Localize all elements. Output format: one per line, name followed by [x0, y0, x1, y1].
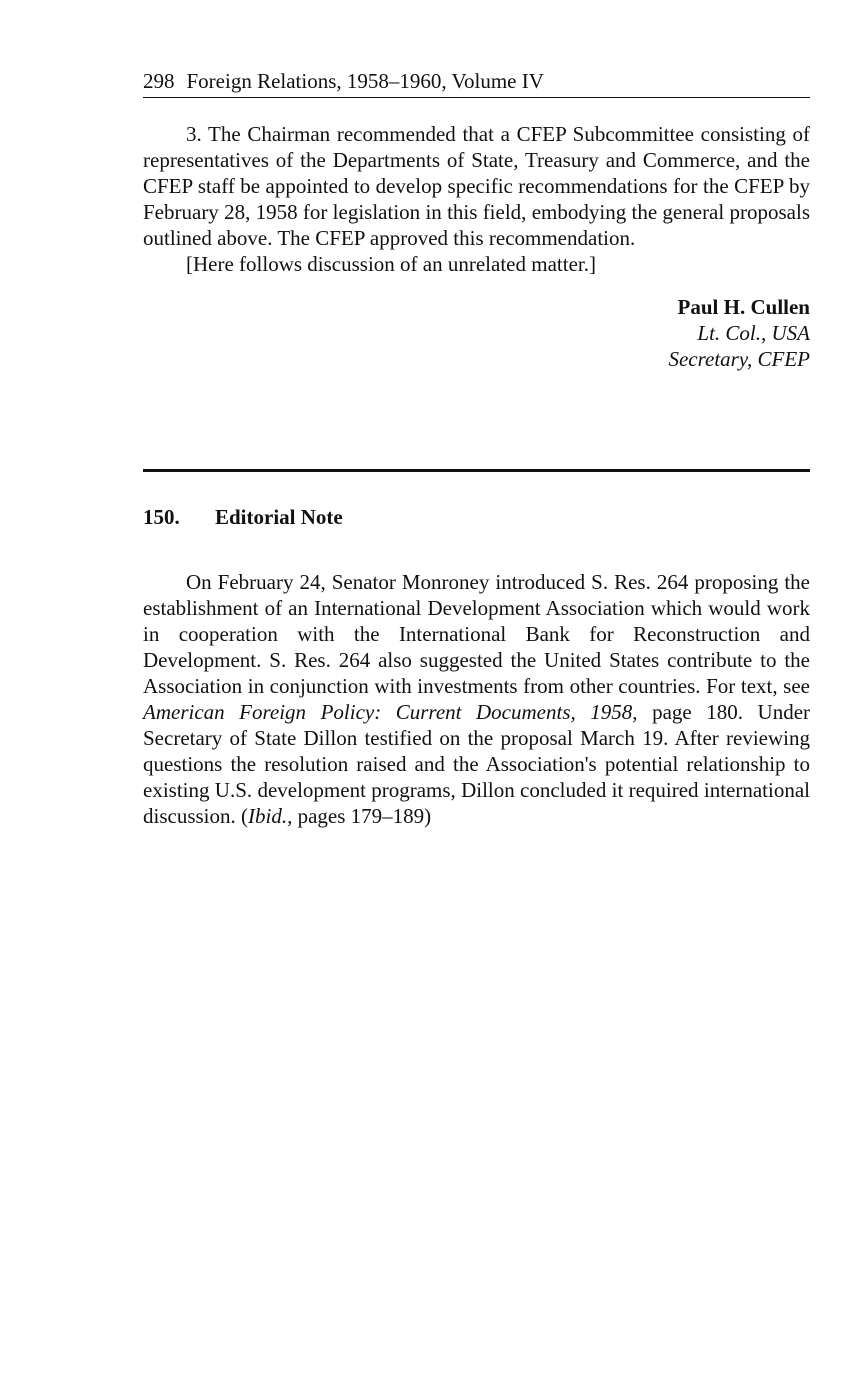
section-divider [143, 469, 810, 472]
editorial-note-paragraph [143, 569, 810, 829]
document-heading [143, 503, 810, 531]
document-title: Editorial Note [215, 505, 343, 529]
ibid-citation: Ibid., [248, 804, 293, 828]
volume-title: Foreign Relations, 1958–1960, Volume IV [186, 69, 544, 93]
page-number: 298 [143, 69, 175, 93]
document-number: 150. [143, 505, 180, 529]
running-head [143, 66, 810, 98]
note-text-part1: On February 24, Senator Monroney introduced S. Res. 264 proposing the establishment of an International Development Association which would work in cooperation with the International Bank for Reconstruction and Development. S. Res. 264 also suggested the United States contribute to the Association in conjunction with investments from other countries. For text, see [143, 570, 810, 698]
paragraph-3: 3. The Chairman recommended that a CFEP Subcommittee consisting of representatives of the Departments of State, Treasury and Commerce, and the CFEP staff be appointed to develop specific recommendations for the CFEP by February 28, 1958 for legislation in this field, embodying the general proposals outlined above. The CFEP approved this recommendation. [143, 122, 810, 250]
citation-title: American Foreign Policy: Current Documents, 1958, [143, 700, 638, 724]
signature-name: Paul H. Cullen [677, 295, 810, 319]
bracket-note: [Here follows discussion of an unrelated matter.] [186, 252, 596, 276]
note-text-part2: page 180. Under Secretary of State Dillon testified on the proposal March 19. After reviewing questions the resolution raised and the Association's potential relationship to existing U.S. development programs, Dillon concluded it required international discussion. ( [143, 700, 811, 828]
note-text-part3: pages 179–189) [292, 804, 432, 828]
document-page [143, 66, 810, 829]
signature-rank: Lt. Col., USA [697, 321, 810, 345]
signature-block [143, 294, 810, 372]
signature-position: Secretary, CFEP [668, 347, 810, 371]
